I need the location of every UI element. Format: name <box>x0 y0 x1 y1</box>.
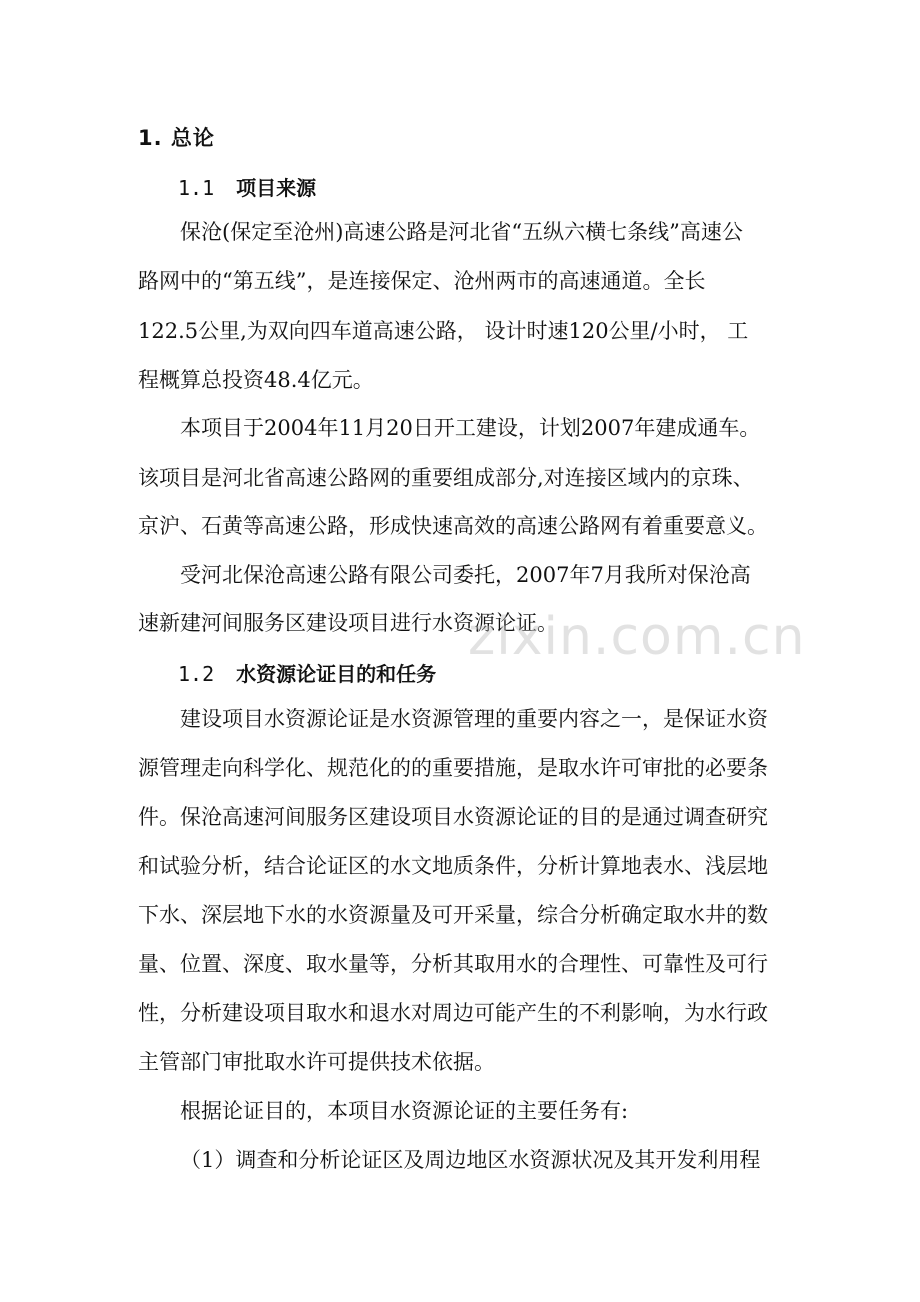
section-number: 1.1 <box>178 176 215 200</box>
list-item: （1）调查和分析论证区及周边地区水资源状况及其开发利用程 <box>180 1148 761 1172</box>
section-title: 项目来源 <box>236 176 317 200</box>
paragraph-line: 程概算总投资48.4亿元。 <box>138 368 374 392</box>
section-title: 水资源论证目的和任务 <box>236 662 437 686</box>
paragraph-line: 路网中的“第五线”，是连接保定、沧州两市的高速通道。全长 <box>138 269 706 293</box>
paragraph-line: 主管部门审批取水许可提供技术依据。 <box>138 1050 495 1074</box>
chapter-heading: 1. 总论 <box>138 126 215 150</box>
paragraph-line: 122.5公里,为双向四车道高速公路， 设计时速120公里/小时， 工 <box>138 319 749 343</box>
paragraph-line: 和试验分析，结合论证区的水文地质条件，分析计算地表水、浅层地 <box>138 854 768 878</box>
paragraph-line: 受河北保沧高速公路有限公司委托，2007年7月我所对保沧高 <box>180 563 751 587</box>
paragraph-line: 量、位置、深度、取水量等，分析其取用水的合理性、可靠性及可行 <box>138 952 768 976</box>
section-number: 1.2 <box>178 662 215 686</box>
paragraph-line: 性，分析建设项目取水和退水对周边可能产生的不利影响，为水行政 <box>138 1001 768 1025</box>
paragraph-line: 下水、深层地下水的水资源量及可开采量，综合分析确定取水井的数 <box>138 903 768 927</box>
paragraph-line: 建设项目水资源论证是水资源管理的重要内容之一，是保证水资 <box>180 707 768 731</box>
paragraph-line: 保沧(保定至沧州)高速公路是河北省“五纵六横七条线”高速公 <box>180 220 743 244</box>
paragraph-line: 源管理走向科学化、规范化的的重要措施，是取水许可审批的必要条 <box>138 756 768 780</box>
paragraph-line: 该项目是河北省高速公路网的重要组成部分,对连接区域内的京珠、 <box>138 466 754 490</box>
paragraph-line: 速新建河间服务区建设项目进行水资源论证。 <box>138 611 558 635</box>
paragraph-line: 件。保沧高速河间服务区建设项目水资源论证的目的是通过调查研究 <box>138 805 768 829</box>
section-heading-1-1 <box>178 172 316 201</box>
paragraph-line: 本项目于2004年11月20日开工建设，计划2007年建成通车。 <box>180 416 761 440</box>
watermark: zixin.com.cn <box>468 607 806 667</box>
paragraph-line: 根据论证目的，本项目水资源论证的主要任务有: <box>180 1099 629 1123</box>
paragraph-line: 京沪、石黄等高速公路，形成快速高效的高速公路网有着重要意义。 <box>138 514 768 538</box>
section-heading-1-2 <box>178 658 436 687</box>
